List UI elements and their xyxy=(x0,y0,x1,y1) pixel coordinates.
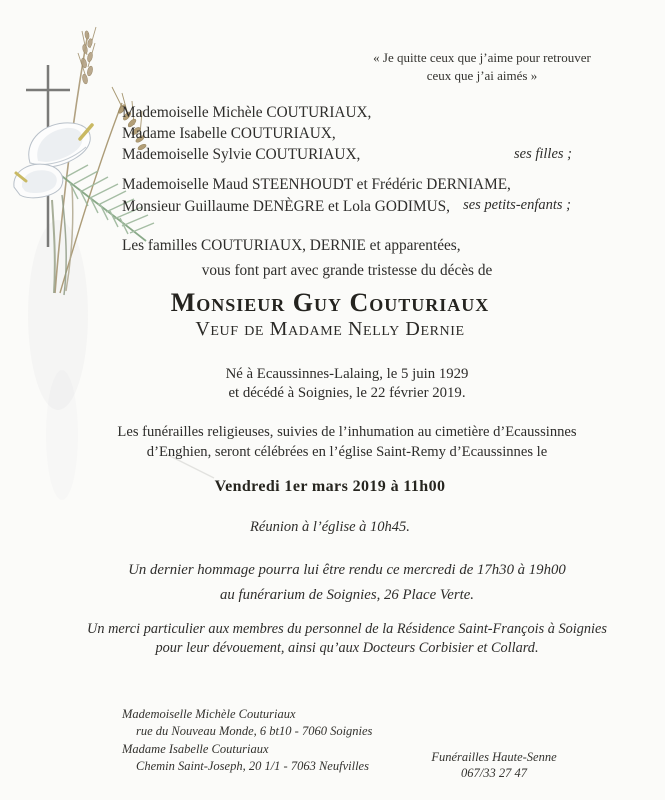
calla-lily-icon xyxy=(14,164,63,198)
contact-address: rue du Nouveau Monde, 6 bt10 - 7060 Soignies xyxy=(136,723,373,738)
birth-line: Né à Ecaussinnes-Lalaing, le 5 juin 1929 xyxy=(225,366,469,382)
contact-entry xyxy=(122,706,372,739)
epitaph-quote xyxy=(346,49,618,85)
contact-name: Madame Isabelle Couturiaux xyxy=(122,742,269,756)
contact-addresses xyxy=(122,706,372,774)
daughter-name: Madame Isabelle COUTURIAUX, xyxy=(122,125,336,142)
announcement-line: vous font part avec grande tristesse du décès de xyxy=(201,262,493,279)
ceremony-details-line: d’Enghien, seront célébrées en l’église Saint-Remy d’Ecaussinnes le xyxy=(146,443,548,460)
contact-entry xyxy=(122,741,372,774)
thanks-line: pour leur dévouement, ainsi qu’aux Docteurs Corbisier et Collard. xyxy=(155,640,539,656)
grandchildren-relation-label: ses petits-enfants ; xyxy=(463,197,571,213)
calla-lily-icon xyxy=(29,123,92,167)
deceased-name: Monsieur Guy Couturiaux xyxy=(170,288,490,317)
quote-line: ceux que j’ai aimés » xyxy=(426,68,538,83)
daughters-relation-label: ses filles ; xyxy=(514,146,572,162)
deceased-title: Veuf de Madame Nelly Dernie xyxy=(195,318,465,340)
grandchildren-list xyxy=(122,174,511,218)
contact-address: Chemin Saint-Joseph, 20 1/1 - 7063 Neufvilles xyxy=(136,758,369,773)
grandchild-name: Mademoiselle Maud STEENHOUDT et Frédéric DERNIAME, xyxy=(122,176,511,193)
tribute-line: Un dernier hommage pourra lui être rendu ce mercredi de 17h30 à 19h00 xyxy=(128,562,566,578)
daughter-name: Mademoiselle Michèle COUTURIAUX, xyxy=(122,104,372,121)
funeral-home-name: Funérailles Haute-Senne xyxy=(431,750,557,764)
daughter-name: Mademoiselle Sylvie COUTURIAUX, xyxy=(122,146,361,163)
funeral-home-info xyxy=(430,749,558,781)
birth-death-dates xyxy=(60,365,634,403)
tribute-line: au funérarium de Soignies, 26 Place Verte. xyxy=(220,587,474,603)
funeral-home-phone: 067/33 27 47 xyxy=(461,766,527,780)
death-line: et décédé à Soignies, le 22 février 2019. xyxy=(228,385,466,401)
grandchild-name: Monsieur Guillaume DENÈGRE et Lola GODIMUS, xyxy=(122,198,450,215)
ceremony-details-line: Les funérailles religieuses, suivies de l’inhumation au cimetière d’Ecaussinnes xyxy=(117,424,577,440)
daughters-list xyxy=(122,102,371,165)
ceremony-date: Vendredi 1er mars 2019 à 11h00 xyxy=(214,478,446,495)
thanks-line: Un merci particulier aux membres du personnel de la Résidence Saint-François à Soignies xyxy=(87,621,607,637)
meeting-time: Réunion à l’église à 10h45. xyxy=(250,519,410,535)
families-line: Les familles COUTURIAUX, DERNIE et apparentées, xyxy=(122,237,461,254)
contact-name: Mademoiselle Michèle Couturiaux xyxy=(122,707,296,721)
thanks-notice xyxy=(60,620,634,658)
quote-line: « Je quitte ceux que j’aime pour retrouver xyxy=(373,50,591,65)
ceremony-details xyxy=(60,423,634,462)
tribute-notice xyxy=(60,558,634,608)
